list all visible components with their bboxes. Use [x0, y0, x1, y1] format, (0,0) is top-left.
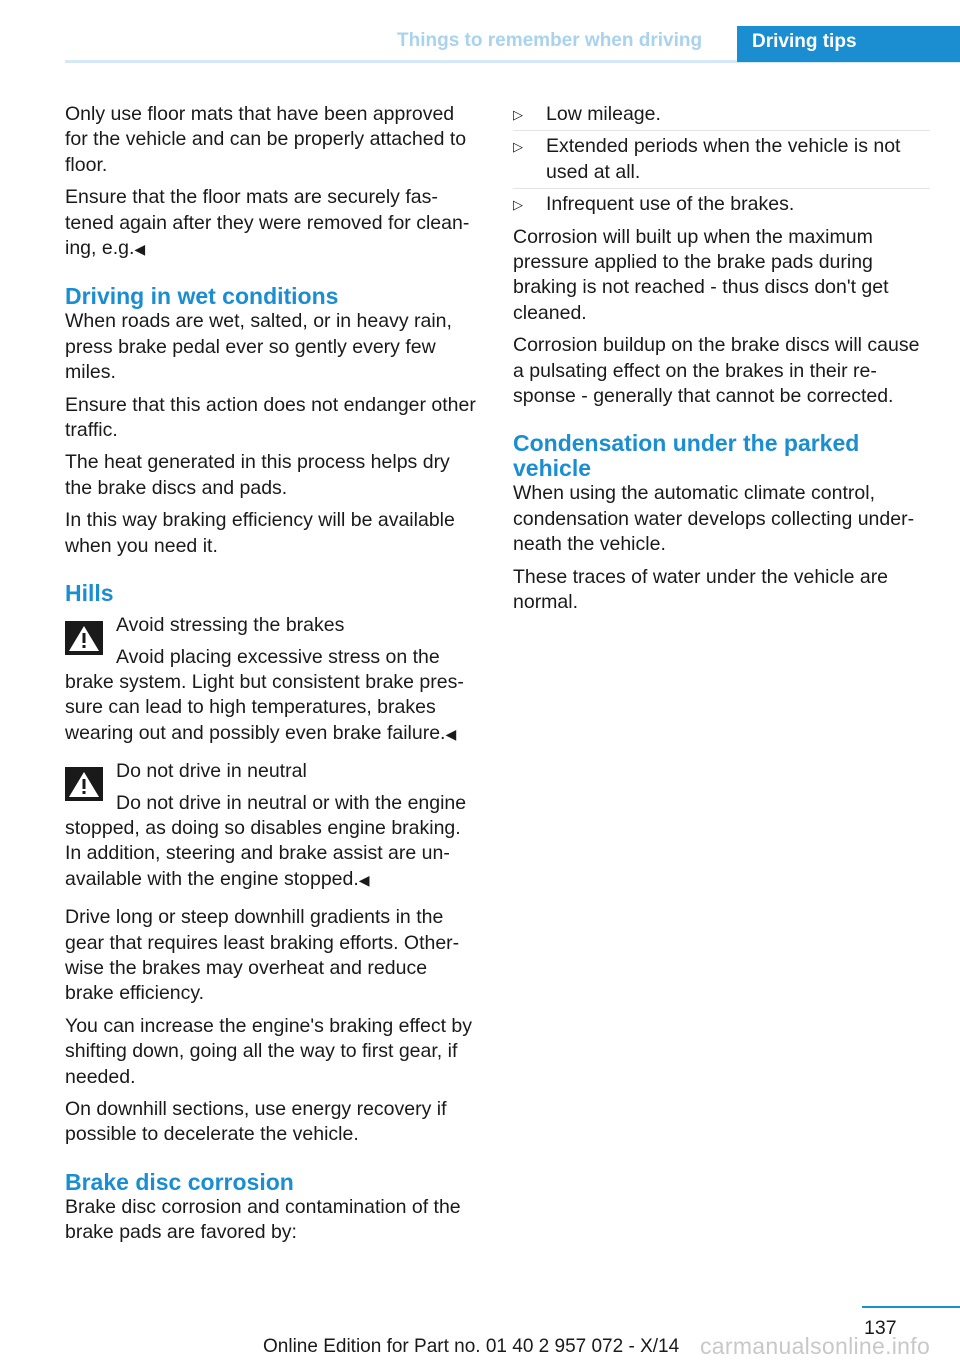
heading-wet-conditions: Driving in wet conditions	[65, 283, 339, 310]
paragraph-floor-mats: Only use floor mats that have been approved for the vehicle and can be properly attached to floor.	[65, 103, 467, 176]
list-item: ▷ Low mileage.	[513, 102, 930, 127]
warning-avoid-stressing-brakes	[65, 613, 478, 747]
paragraph-wet-2: Ensure that this action does not endanger other traffic.	[65, 393, 476, 442]
paragraph-wet-1: When roads are wet, salted, or in heavy rain, press brake pedal ever so gently every few miles.	[65, 310, 452, 384]
header-chapter-tab	[737, 26, 960, 62]
warning-triangle-icon	[65, 621, 103, 655]
footer-rule	[862, 1306, 960, 1308]
watermark: carmanualsonline.info	[700, 1333, 931, 1359]
end-mark-icon: ◀	[134, 241, 146, 258]
right-column	[513, 102, 930, 623]
paragraph-floor-mats-secure: Ensure that the floor mats are securely fas‐tened again after they were removed for clean‐ing, e.g.◀	[65, 186, 470, 260]
paragraph-wet-3: The heat generated in this process helps dry the brake discs and pads.	[65, 451, 450, 499]
paragraph-hills-3: On downhill sections, use energy recovery if possible to decelerate the vehicle.	[65, 1098, 447, 1146]
heading-condensation: Condensation under the parked vehicle	[513, 430, 860, 482]
paragraph-condensation-1: When using the automatic climate control, condensation water develops collecting under‐neath the vehicle.	[513, 482, 915, 556]
warning-do-not-drive-neutral	[65, 759, 478, 893]
edition-line: Online Edition for Part no. 01 40 2 957 072 - X/14	[263, 1336, 680, 1357]
paragraph-hills-2: You can increase the engine's braking effect by shifting down, going all the way to first gear, if needed.	[65, 1014, 473, 1088]
left-column	[65, 102, 478, 1253]
paragraph-corrosion-3: Corrosion buildup on the brake discs will cause a pulsating effect on the brakes in their re‐sponse - generally that cannot be corrected.	[513, 334, 920, 408]
triangle-right-bullet-icon: ▷	[513, 107, 523, 122]
paragraph-hills-1: Drive long or steep downhill gradients in the gear that requires least braking efforts. Other‐wise the brakes may overheat and reduce brake efficiency.	[65, 906, 460, 1005]
header-section-title: Things to remember when driving	[397, 30, 703, 51]
warning-triangle-icon	[65, 767, 103, 801]
warning-body: Avoid placing excessive stress on the brake system. Light but consistent brake pres‐sure can lead to high temperatures, brakes wearing out and possibly even brake failure.◀	[65, 645, 464, 744]
page-number: 137	[864, 1317, 897, 1339]
end-mark-icon: ◀	[358, 871, 370, 888]
header-chapter-label: Driving tips	[752, 31, 857, 52]
paragraph-corrosion-2: Corrosion will built up when the maximum pressure applied to the brake pads during braking is not reached - thus discs don't get cleaned.	[513, 225, 889, 324]
paragraph-wet-4: In this way braking efficiency will be available when you need it.	[65, 509, 455, 557]
corrosion-factors-list	[513, 102, 930, 218]
end-mark-icon: ◀	[445, 725, 457, 742]
warning-body: Do not drive in neutral or with the engine stopped, as doing so disables engine braking. In addition, steering and brake assist are un‐available with the engine stopped.◀	[65, 791, 467, 890]
list-item: ▷ Extended periods when the vehicle is not used at all.	[513, 134, 930, 185]
heading-hills: Hills	[65, 580, 114, 607]
paragraph-condensation-2: These traces of water under the vehicle are normal.	[513, 565, 889, 614]
heading-brake-disc-corrosion: Brake disc corrosion	[65, 1168, 294, 1195]
triangle-right-bullet-icon: ▷	[513, 139, 523, 155]
list-item: ▷ Infrequent use of the brakes.	[513, 192, 930, 217]
triangle-right-bullet-icon: ▷	[513, 197, 523, 213]
paragraph-corrosion-1: Brake disc corrosion and contamination of the brake pads are favored by:	[65, 1195, 461, 1244]
warning-title: Avoid stressing the brakes	[116, 614, 345, 637]
warning-title: Do not drive in neutral	[116, 760, 307, 783]
